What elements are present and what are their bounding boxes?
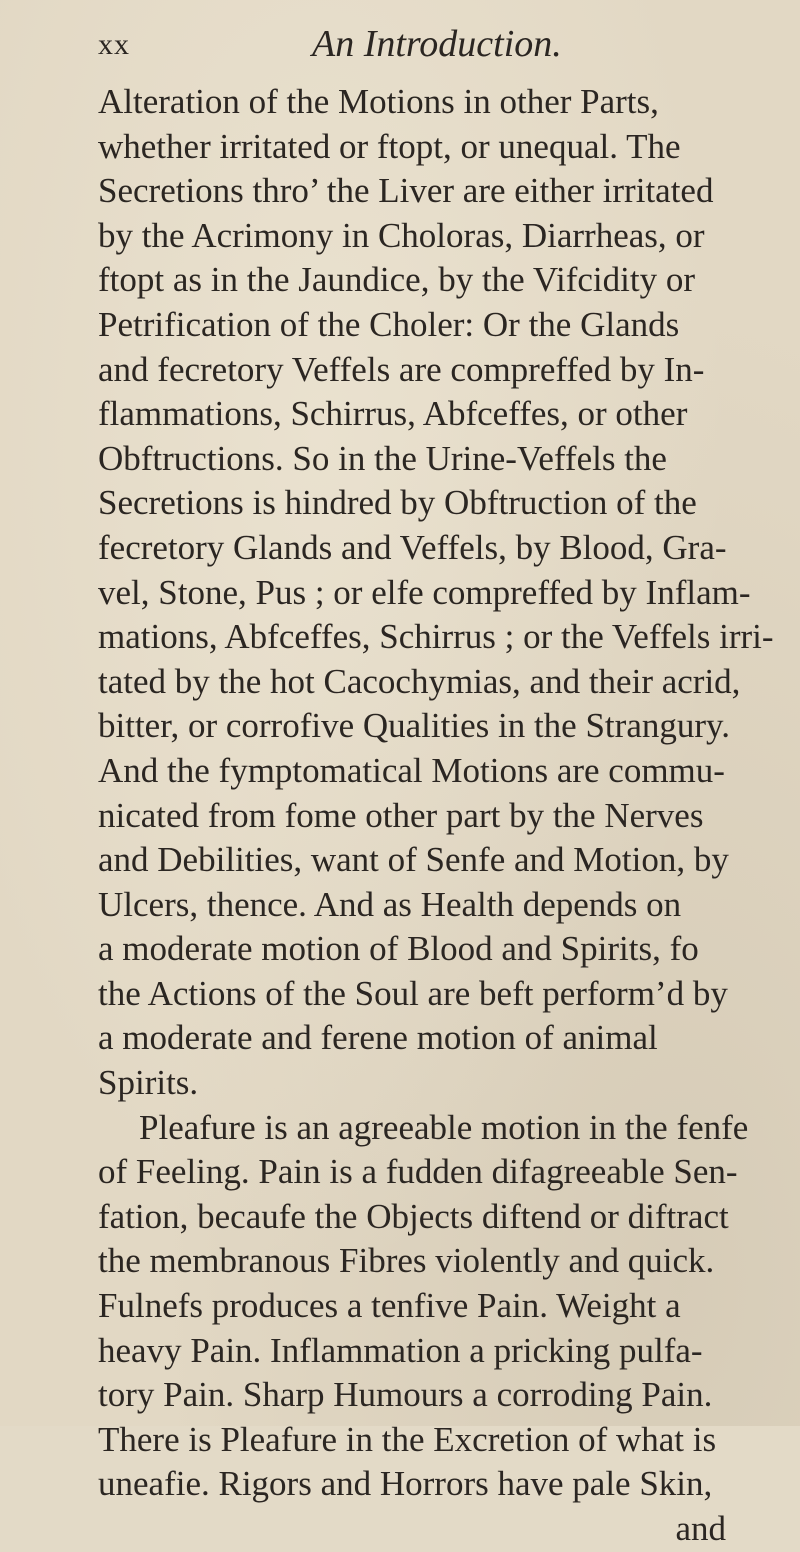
text-line: tated by the hot Cacochymias, and their acrid,	[98, 661, 741, 701]
text-line: Petrification of the Choler: Or the Glands	[98, 304, 680, 344]
body-text	[98, 80, 774, 1552]
text-line: fecretory Glands and Veffels, by Blood, Gra-	[98, 527, 727, 567]
text-line: And the fymptomatical Motions are commu-	[98, 750, 725, 790]
text-line: the membranous Fibres violently and quick.	[98, 1241, 715, 1281]
text-line: ftopt as in the Jaundice, by the Vifcidity or	[98, 260, 695, 300]
paragraph-start-line: Pleafure is an agreeable motion in the fenfe	[139, 1107, 749, 1147]
text-line: bitter, or corrofive Qualities in the Strangury.	[98, 706, 730, 746]
text-line: flammations, Schirrus, Abfceffes, or other	[98, 394, 688, 434]
running-title: An Introduction.	[312, 23, 562, 65]
text-line: of Feeling. Pain is a fudden difagreeable Sen-	[98, 1152, 738, 1192]
text-line: Alteration of the Motions in other Parts,	[98, 82, 659, 121]
text-line: Secretions is hindred by Obftruction of the	[98, 483, 697, 523]
text-line: mations, Abfceffes, Schirrus ; or the Veffels irri-	[98, 617, 774, 657]
text-line: and Debilities, want of Senfe and Motion, by	[98, 840, 729, 880]
text-line: and fecretory Veffels are compreffed by In-	[98, 349, 705, 389]
text-line: There is Pleafure in the Excretion of what is	[98, 1419, 717, 1459]
text-line: vel, Stone, Pus ; or elfe compreffed by Inflam-	[98, 572, 751, 612]
text-line: Secretions thro’ the Liver are either irritated	[98, 171, 714, 211]
text-line: by the Acrimony in Choloras, Diarrheas, or	[98, 215, 705, 255]
running-head	[98, 22, 738, 74]
text-line: heavy Pain. Inflammation a pricking pulfa-	[98, 1330, 703, 1370]
text-line: Fulnefs produces a tenfive Pain. Weight a	[98, 1286, 681, 1326]
catchword: and	[675, 1509, 726, 1548]
text-line: uneafie. Rigors and Horrors have pale Skin,	[98, 1464, 713, 1504]
text-line: Obftructions. So in the Urine-Veffels the	[98, 438, 667, 478]
text-line: Spirits.	[98, 1063, 199, 1103]
text-line: a moderate motion of Blood and Spirits, fo	[98, 929, 699, 969]
page-number: xx	[98, 28, 130, 61]
text-line: Ulcers, thence. And as Health depends on	[98, 884, 682, 924]
text-line: the Actions of the Soul are beft perform’d by	[98, 973, 728, 1013]
text-line: fation, becaufe the Objects diftend or diftract	[98, 1196, 729, 1236]
text-line: whether irritated or ftopt, or unequal. The	[98, 126, 681, 166]
text-line: nicated from fome other part by the Nerves	[98, 795, 704, 835]
text-line: a moderate and ferene motion of animal	[98, 1018, 658, 1058]
text-line: tory Pain. Sharp Humours a corroding Pain.	[98, 1375, 713, 1415]
